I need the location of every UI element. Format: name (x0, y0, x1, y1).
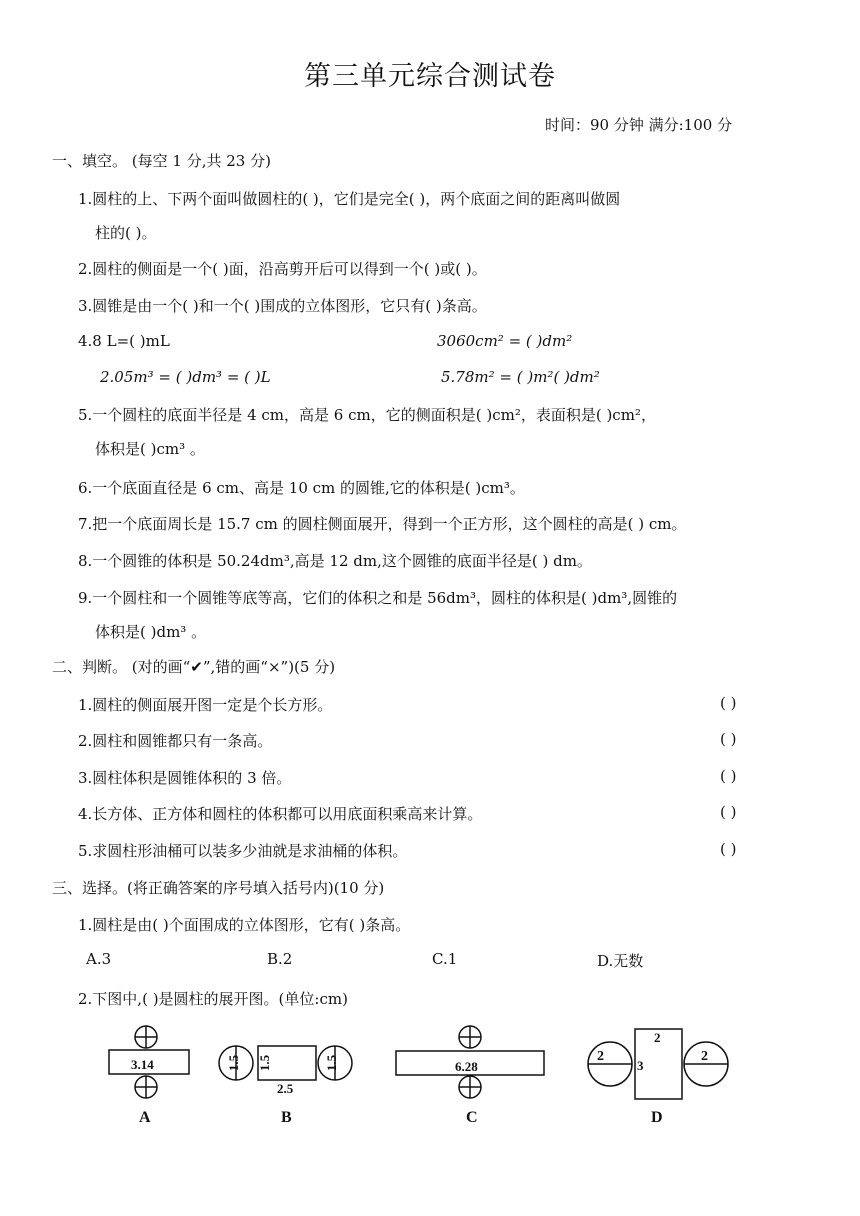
judge-item: 5.求圆柱形油桶可以装多少油就是求油桶的体积。 (78, 842, 408, 860)
figure-d-mid: 3 (637, 1058, 644, 1073)
judge-item: 4.长方体、正方体和圆柱的体积都可以用底面积乘高来计算。 (78, 805, 483, 823)
figure-b-bottom: 2.5 (277, 1081, 294, 1096)
section-choice-title: 三、选择。(将正确答案的序号填入括号内)(10 分) (52, 879, 385, 897)
judge-item: 2.圆柱和圆锥都只有一条高。 (78, 732, 273, 750)
fill-q9-line1: 9.一个圆柱和一个圆锥等底等高，它们的体积之和是 56dm³，圆柱的体积是( )dm³,圆锥的 (78, 589, 678, 607)
judge-item: 1.圆柱的侧面展开图一定是个长方形。 (78, 696, 333, 714)
fill-q5-line1: 5.一个圆柱的底面半径是 4 cm，高是 6 cm，它的侧面积是( )cm²，表面积是( )cm²， (78, 406, 656, 424)
choice-q1: 1.圆柱是由( )个面围成的立体图形，它有( )条高。 (78, 916, 411, 934)
figure-label-a: A (139, 1109, 151, 1126)
judge-answer-paren: ( ) (720, 730, 737, 748)
figure-label-b: B (281, 1109, 292, 1126)
fill-q1-line1: 1.圆柱的上、下两个面叫做圆柱的( )，它们是完全( )，两个底面之间的距离叫做圆 (78, 190, 621, 208)
fill-q2: 2.圆柱的侧面是一个( )面，沿高剪开后可以得到一个( )或( )。 (78, 260, 487, 278)
judge-item: 3.圆柱体积是圆锥体积的 3 倍。 (78, 769, 292, 787)
judge-answer-paren: ( ) (720, 694, 737, 712)
choice-q2: 2.下图中,( )是圆柱的展开图。(单位:cm) (78, 990, 348, 1008)
fill-q9-line2: 体积是( )dm³ 。 (95, 623, 207, 641)
figure-label-d: D (651, 1109, 663, 1126)
figure-label-c: C (466, 1109, 478, 1126)
exam-meta: 时间：90 分钟 满分:100 分 (545, 116, 733, 134)
fill-q6: 6.一个底面直径是 6 cm、高是 10 cm 的圆锥,它的体积是( )cm³。 (78, 479, 525, 497)
fill-q4-b: 3060cm² = ( )dm² (437, 332, 573, 350)
figure-b-side1: 1.5 (226, 1054, 241, 1072)
judge-answer-paren: ( ) (720, 803, 737, 821)
figure-b-side3: 1.5 (324, 1054, 339, 1072)
fill-q5-line2: 体积是( )cm³ 。 (95, 440, 205, 458)
judge-answer-paren: ( ) (720, 767, 737, 785)
choice-option-b: B.2 (267, 950, 293, 968)
choice-option-d: D.无数 (597, 952, 644, 970)
figure-c-value: 6.28 (455, 1059, 478, 1074)
choice-option-c: C.1 (432, 950, 458, 968)
net-figures (0, 1020, 860, 1140)
fill-q8: 8.一个圆锥的体积是 50.24dm³,高是 12 dm,这个圆锥的底面半径是( ) dm。 (78, 552, 592, 570)
choice-option-a: A.3 (86, 950, 112, 968)
fill-q3: 3.圆锥是由一个( )和一个( )围成的立体图形，它只有( )条高。 (78, 297, 487, 315)
figure-d-right: 2 (701, 1049, 708, 1064)
judge-answer-paren: ( ) (720, 840, 737, 858)
fill-q4-c: 2.05m³ = ( )dm³ = ( )L (100, 368, 271, 386)
figure-d-left: 2 (597, 1049, 604, 1064)
figure-a-value: 3.14 (131, 1057, 154, 1072)
page-title: 第三单元综合测试卷 (304, 61, 556, 92)
fill-q1-line2: 柱的( )。 (95, 224, 157, 242)
figure-b-side2: 1.5 (257, 1054, 272, 1072)
figure-d-top: 2 (654, 1030, 661, 1045)
fill-q4-a: 4.8 L=( )mL (78, 332, 170, 350)
fill-q4-d: 5.78m² = ( )m²( )dm² (441, 368, 600, 386)
section-fill-title: 一、填空。 (每空 1 分,共 23 分) (52, 152, 271, 170)
section-judge-title: 二、判断。 (对的画“✔”,错的画“×”)(5 分) (52, 658, 336, 676)
fill-q7: 7.把一个底面周长是 15.7 cm 的圆柱侧面展开，得到一个正方形，这个圆柱的高是( ) cm。 (78, 515, 687, 533)
